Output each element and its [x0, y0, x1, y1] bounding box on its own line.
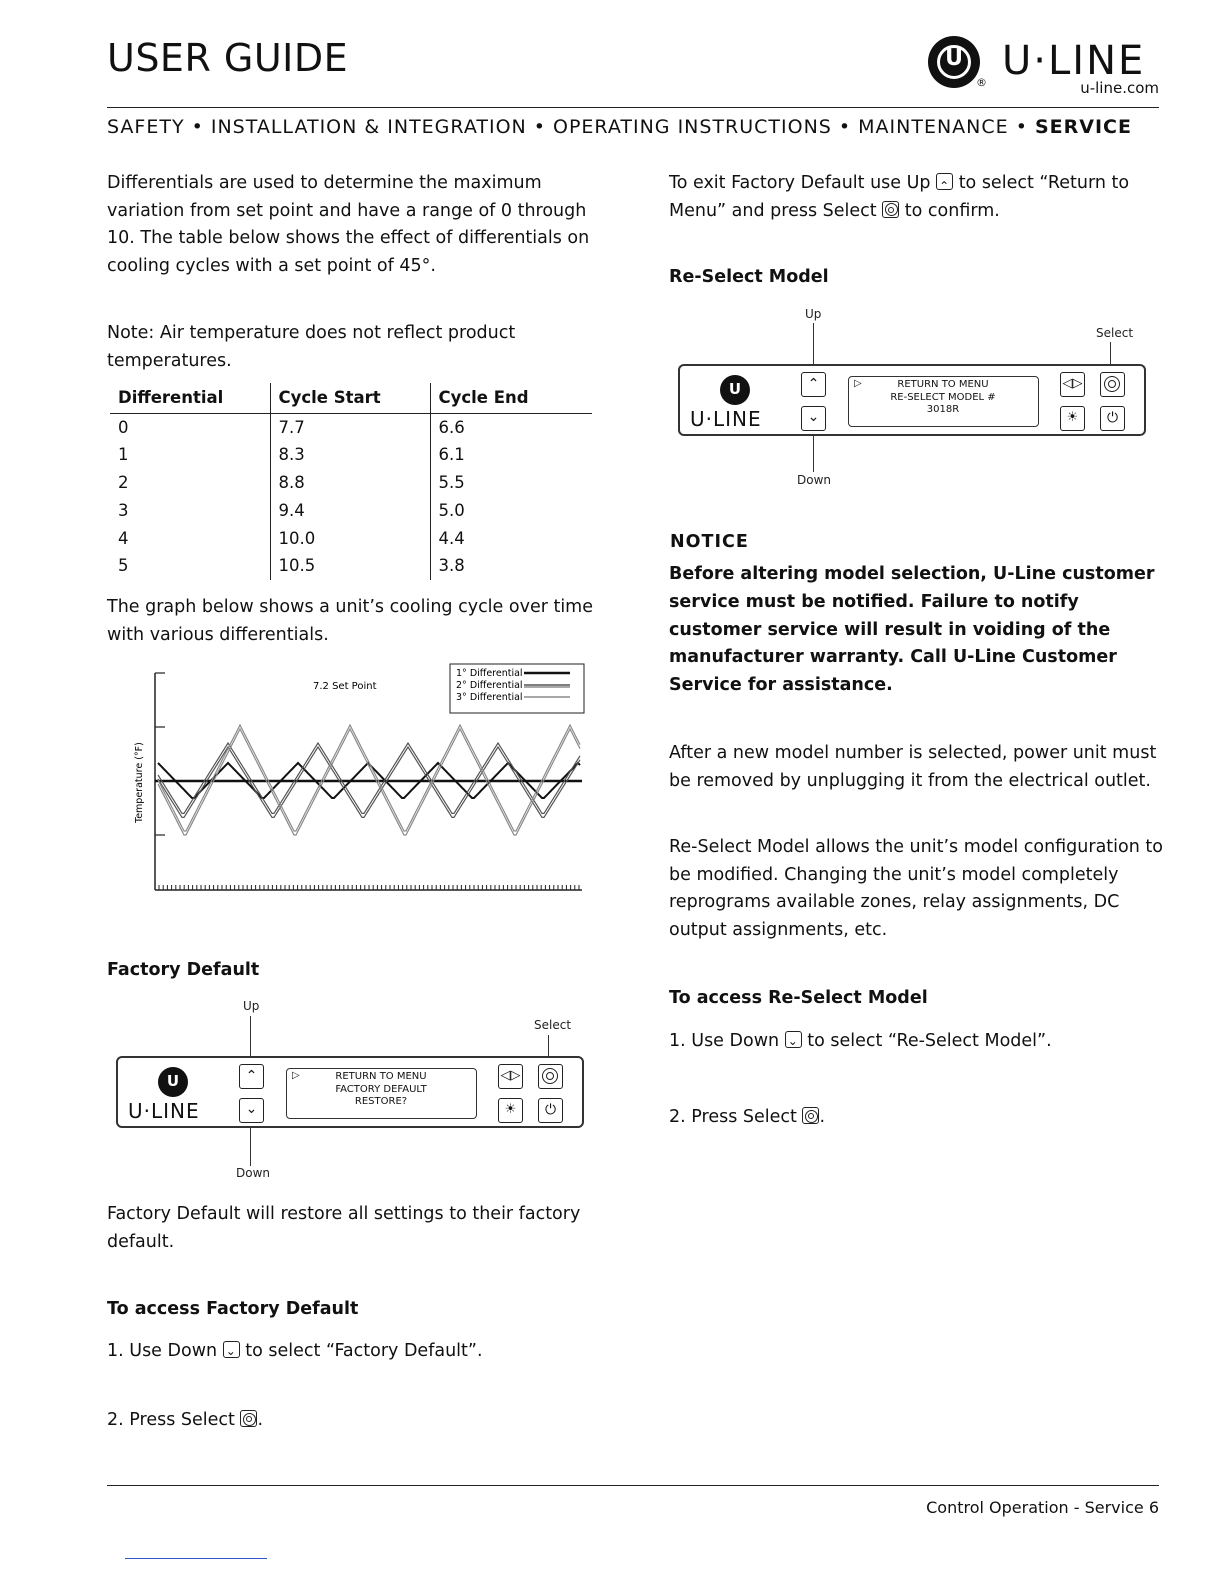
logo-letter: U	[166, 1072, 180, 1090]
up-label: Up	[243, 999, 260, 1013]
set-point-label: 7.2 Set Point	[313, 681, 377, 692]
factory-default-description: Factory Default will restore all settings to their factory default.	[107, 1204, 581, 1252]
footer-page-label: Control Operation - Service 6	[926, 1498, 1159, 1517]
step-text: 2. Press Select	[669, 1107, 797, 1127]
select-icon	[802, 1107, 819, 1124]
table-cell: 6.1	[430, 441, 592, 469]
select-button[interactable]	[1100, 372, 1125, 397]
control-panel-reselect	[678, 364, 1146, 436]
table-row	[110, 469, 592, 497]
uline-logo-icon	[928, 36, 980, 88]
select-button[interactable]	[538, 1064, 563, 1089]
screen-line: RETURN TO MENU	[897, 379, 989, 390]
nav-sections: SAFETY • INSTALLATION & INTEGRATION • OPERATING INSTRUCTIONS • MAINTENANCE •	[107, 116, 1035, 138]
screen-text	[849, 379, 1037, 417]
legend-entry: 2° Differential	[456, 680, 523, 691]
table-cell: 3.8	[430, 552, 592, 580]
select-label: Select	[1096, 326, 1134, 340]
page-title: USER GUIDE	[107, 36, 349, 80]
logo-letter: U	[945, 46, 963, 71]
table-cell: 5	[118, 556, 129, 576]
down-arrow-icon: ⌄	[223, 1341, 240, 1358]
control-panel-factory	[116, 1056, 584, 1128]
text-fragment: Menu” and press Select	[669, 200, 877, 221]
down-button[interactable]: ⌄	[801, 406, 826, 431]
step-text: to select “Factory Default”.	[239, 1341, 483, 1361]
screen-line: FACTORY DEFAULT	[335, 1083, 427, 1095]
select-icon	[240, 1410, 257, 1427]
col-cycle-start: Cycle Start	[270, 383, 430, 413]
access-factory-default-heading: To access Factory Default	[107, 1299, 359, 1319]
website-link[interactable]: u-line.com	[1080, 79, 1159, 97]
reselect-step-2	[669, 1104, 825, 1132]
factory-step-1	[107, 1338, 483, 1366]
screen-text	[287, 1071, 475, 1109]
down-callout-line	[250, 1128, 251, 1166]
legend-entry: 1° Differential	[456, 668, 523, 679]
col-cycle-end: Cycle End	[430, 383, 592, 413]
table-cell: 10.0	[270, 524, 430, 552]
table-row	[110, 496, 592, 524]
light-button[interactable]: ☀	[498, 1098, 523, 1123]
select-label: Select	[534, 1018, 572, 1032]
zone-toggle-button[interactable]: ◁▷	[498, 1064, 523, 1089]
screen-line: RETURN TO MENU	[335, 1071, 427, 1082]
up-callout-line	[813, 323, 814, 368]
table-cell: 8.3	[270, 441, 430, 469]
cooling-cycle-chart	[120, 655, 600, 905]
table-cell: 4	[118, 528, 129, 548]
reselect-description: Re-Select Model allows the unit’s model configuration to be modified. Changing the unit’s model completely reprograms available zones, relay assignments, DC output assignments, etc.	[669, 837, 1163, 941]
exit-factory-default-paragraph	[669, 170, 1159, 225]
text-fragment: To exit Factory Default use Up	[669, 173, 931, 193]
screen-line: RESTORE?	[354, 1096, 408, 1107]
panel-brand: U·LINE	[690, 407, 762, 431]
step-text: 1. Use Down	[107, 1341, 218, 1361]
step-text: to select “Re-Select Model”.	[801, 1031, 1052, 1051]
up-arrow-icon: ⌃	[936, 173, 953, 190]
series-line-2	[158, 743, 580, 813]
table-cell: 5.0	[430, 496, 592, 524]
cursor-arrow-icon: ▷	[854, 378, 862, 389]
table-cell: 0	[118, 417, 129, 437]
section-nav	[107, 116, 1159, 138]
down-label: Down	[797, 473, 832, 487]
legend-entry: 3° Differential	[456, 692, 523, 703]
footer-divider	[107, 1485, 1159, 1486]
table-row	[110, 552, 592, 580]
step-text: 2. Press Select	[107, 1410, 235, 1430]
factory-default-heading: Factory Default	[107, 960, 260, 980]
down-label: Down	[236, 1166, 271, 1180]
select-icon	[882, 201, 899, 218]
down-arrow-icon: ⌄	[785, 1031, 802, 1048]
table-cell: 2	[118, 472, 129, 492]
up-button[interactable]: ⌃	[239, 1064, 264, 1089]
link-underline	[125, 1558, 267, 1559]
step-text: .	[257, 1410, 264, 1430]
table-row	[110, 413, 592, 441]
nav-active-section: SERVICE	[1034, 116, 1132, 138]
access-reselect-heading: To access Re-Select Model	[669, 988, 928, 1008]
brand-wordmark: U·LINE	[1002, 38, 1146, 84]
power-button[interactable]: ⏻	[1100, 406, 1125, 431]
up-button[interactable]: ⌃	[801, 372, 826, 397]
table-cell: 4.4	[430, 524, 592, 552]
down-button[interactable]: ⌄	[239, 1098, 264, 1123]
up-label: Up	[805, 307, 822, 321]
x-ticks	[159, 885, 579, 890]
panel-screen	[286, 1068, 477, 1119]
light-button[interactable]: ☀	[1060, 406, 1085, 431]
intro-paragraph: Differentials are used to determine the maximum variation from set point and have a range of 0 through 10. The table below shows the effect of differentials on cooling cycles with a set point of 45°.	[107, 173, 590, 277]
header-divider	[107, 107, 1159, 108]
step-text: .	[819, 1107, 826, 1127]
table-row	[110, 524, 592, 552]
uline-logo-icon	[720, 375, 750, 405]
factory-step-2	[107, 1407, 263, 1435]
panel-screen	[848, 376, 1039, 427]
note-paragraph: Note: Air temperature does not reflect product temperatures.	[107, 323, 516, 371]
col-differential: Differential	[110, 383, 270, 413]
notice-body: Before altering model selection, U-Line customer service must be notified. Failure to notify customer service will result in voiding of the manufacturer warranty. Call U-Line Customer Service for assistance.	[669, 564, 1155, 696]
table-cell: 9.4	[270, 496, 430, 524]
chart-legend	[450, 664, 584, 713]
panel-brand: U·LINE	[128, 1099, 200, 1123]
reselect-step-1	[669, 1028, 1052, 1056]
table-cell: 7.7	[270, 413, 430, 441]
notice-heading: NOTICE	[670, 532, 749, 552]
table-row	[110, 441, 592, 469]
table-header-row	[110, 383, 592, 413]
screen-line: RE-SELECT MODEL #	[890, 391, 996, 403]
differential-table	[110, 383, 592, 580]
power-note-paragraph: After a new model number is selected, power unit must be removed by unplugging it from the electrical outlet.	[669, 743, 1157, 791]
logo-letter: U	[728, 380, 742, 398]
table-cell: 1	[118, 445, 129, 465]
y-axis-label: Temperature (°F)	[134, 742, 145, 823]
uline-logo-icon	[158, 1067, 188, 1097]
text-fragment: to select “Return to	[953, 173, 1130, 193]
up-callout-line	[250, 1016, 251, 1060]
reselect-model-heading: Re-Select Model	[669, 267, 829, 287]
cursor-arrow-icon: ▷	[292, 1070, 300, 1081]
step-text: 1. Use Down	[669, 1031, 780, 1051]
table-cell: 6.6	[430, 413, 592, 441]
graph-intro-paragraph: The graph below shows a unit’s cooling cycle over time with various differentials.	[107, 597, 594, 645]
table-cell: 5.5	[430, 469, 592, 497]
registered-mark: ®	[976, 76, 987, 89]
power-button[interactable]: ⏻	[538, 1098, 563, 1123]
screen-line: 3018R	[926, 404, 960, 415]
text-fragment: to confirm.	[899, 200, 1000, 221]
down-callout-line	[813, 436, 814, 472]
table-cell: 8.8	[270, 469, 430, 497]
table-cell: 3	[118, 500, 129, 520]
zone-toggle-button[interactable]: ◁▷	[1060, 372, 1085, 397]
table-cell: 10.5	[270, 552, 430, 580]
